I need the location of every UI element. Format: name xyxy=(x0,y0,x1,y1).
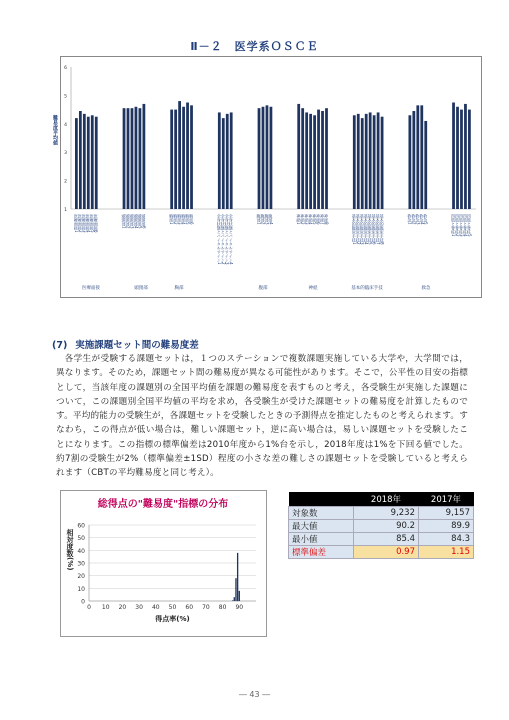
x-tick-label: 腹部1 xyxy=(256,214,262,225)
x-tick-label: 胸部4 xyxy=(181,214,187,225)
x-tick-label: 胸部6 xyxy=(189,214,195,225)
x-tick-label: 神経2 xyxy=(300,214,306,225)
stats-header-row xyxy=(289,492,474,507)
y-tick-label: 40 xyxy=(77,547,85,555)
x-tick-label: 神経1 xyxy=(296,214,302,225)
table-row xyxy=(289,520,474,533)
x-tick-label: 神経3 xyxy=(304,214,310,225)
y-tick-label: 4 xyxy=(64,122,67,128)
group-label: 頭頸部 xyxy=(134,286,148,291)
x-tick-label: 四肢と脊柱5 xyxy=(466,214,472,237)
bar xyxy=(123,108,126,209)
bar xyxy=(218,112,221,209)
bar xyxy=(226,114,229,209)
x-tick-label: 頭頸部3 xyxy=(129,214,135,229)
x-tick-label: 全身状態とバイタルサイン1 xyxy=(216,214,222,265)
x-tick-label: 頭頸部6 xyxy=(141,214,147,229)
x-tick-label: 70 xyxy=(202,604,210,611)
bar xyxy=(416,105,419,209)
difficulty-bar-chart xyxy=(52,56,482,298)
bar xyxy=(222,118,225,209)
bar xyxy=(365,114,368,209)
x-tick-label: 腹部4 xyxy=(268,214,274,225)
bar xyxy=(369,112,372,209)
bar xyxy=(258,108,261,209)
bar xyxy=(460,110,463,209)
bar xyxy=(262,107,265,209)
bar xyxy=(297,104,300,209)
subsection-title: 実施課題セット間の難易度差 xyxy=(75,340,199,351)
x-tick-label: 頭頸部5 xyxy=(137,214,143,229)
bar xyxy=(420,105,423,209)
distribution-chart-svg xyxy=(61,491,266,636)
bar xyxy=(452,103,455,210)
y-tick-label: 60 xyxy=(77,522,85,530)
bar xyxy=(325,108,328,209)
x-tick-label: 救急2 xyxy=(411,214,417,225)
bar xyxy=(468,110,471,209)
y-axis-title: 難易度平均値 xyxy=(52,115,58,145)
x-tick-label: 神経6 xyxy=(316,214,322,225)
row-label: 最大値 xyxy=(289,520,354,533)
x-tick-label: 10 xyxy=(101,604,110,611)
table-row xyxy=(289,507,474,520)
x-tick-label: 基本的臨床手技2 xyxy=(355,214,361,245)
x-tick-label: 30 xyxy=(135,604,143,611)
x-tick-label: 全身状態とバイタルサイン4 xyxy=(228,214,234,265)
y-axis-title: 相対度数(%) xyxy=(66,529,74,571)
x-tick-label: 神経5 xyxy=(312,214,318,225)
group-label: 胸部 xyxy=(174,286,184,291)
group-label: 基本的臨床手技 xyxy=(351,286,383,291)
distribution-chart xyxy=(60,490,267,637)
bar xyxy=(456,107,459,209)
table-row xyxy=(289,546,474,559)
x-tick-label: 医療面接6 xyxy=(93,214,99,233)
y-tick-label: 2 xyxy=(64,179,67,185)
x-tick-label: 頭頸部4 xyxy=(133,214,139,229)
x-tick-label: 医療面接4 xyxy=(85,214,91,233)
bar xyxy=(464,104,467,209)
x-tick-label: 40 xyxy=(151,604,160,611)
x-tick-label: 50 xyxy=(168,604,177,611)
x-tick-label: 60 xyxy=(185,604,194,611)
x-tick-label: 全身状態とバイタルサイン3 xyxy=(224,214,230,265)
x-tick-label: 医療面接2 xyxy=(77,214,83,233)
x-tick-label: 救急3 xyxy=(415,214,421,225)
row-label: 最小値 xyxy=(289,533,354,546)
bar xyxy=(182,107,185,209)
bar xyxy=(353,115,356,209)
x-tick-label: 救急1 xyxy=(407,214,413,225)
value-2017: 89.9 xyxy=(419,520,474,533)
bar xyxy=(190,105,193,209)
group-label: 神経 xyxy=(308,286,318,291)
value-2018: 0.97 xyxy=(354,546,419,559)
x-tick-label: 0 xyxy=(87,604,91,611)
bar xyxy=(361,118,364,209)
bar xyxy=(127,108,130,209)
body-paragraph: 各学生が受験する課題セットは，１つのステーションで複数課題実施している大学や，大学間では，異なります。そのため，課題セット間の難易度が異なる可能性があります。そこで，公平性の目安の指標として，当該年度の課題別の全国平均値を課題の難易度を表すものと考え，各受験生が実施した課題について，この課題別全国平均値の平均を求め，各受験生が受けた課題セットの難易度を計算したものです。平均的能力の受験生が，各課題セットを受験したときの予測得点を推定したものと考えられます。すなわち，この得点が低い場合は，難しい課題セット，逆に高い場合は，易しい課題セットを受験したことになります。この指標の標準偏差は2010年度から1%台を示し，2018年度は1%を下回る値でした。約7割の受験生が2%（標準偏差±1SD）程度の小さな差の難しさの課題セットを受験していると考えられます（CBTの平均難易度と同じ考え）。 xyxy=(56,354,468,479)
x-tick-label: 全身状態とバイタルサイン2 xyxy=(220,214,226,265)
bar xyxy=(424,121,427,209)
group-label: 救急 xyxy=(421,286,431,291)
value-2017: 84.3 xyxy=(419,533,474,546)
subsection-number: (7) xyxy=(52,340,68,351)
x-tick-label: 基本的臨床手技8 xyxy=(379,214,385,245)
bar xyxy=(309,114,312,209)
x-tick-label: 腹部3 xyxy=(264,214,270,225)
bar xyxy=(301,108,304,209)
bar xyxy=(95,117,98,209)
bar xyxy=(178,101,181,209)
y-tick-label: 20 xyxy=(77,573,85,581)
bar xyxy=(170,110,173,209)
bar xyxy=(234,597,235,601)
y-tick-label: 3 xyxy=(64,151,67,157)
y-tick-label: 5 xyxy=(64,94,67,100)
x-tick-label: 医療面接1 xyxy=(73,214,79,233)
bar xyxy=(377,112,380,209)
bar xyxy=(232,600,233,601)
bar xyxy=(373,115,376,209)
value-2017: 9,157 xyxy=(419,507,474,520)
table-row xyxy=(289,533,474,546)
x-tick-label: 四肢と脊柱1 xyxy=(451,214,457,237)
x-tick-label: 20 xyxy=(118,604,127,611)
x-tick-label: 基本的臨床手技5 xyxy=(367,214,373,245)
x-tick-label: 神経7 xyxy=(320,214,326,225)
bar xyxy=(321,111,324,209)
bar xyxy=(357,114,360,209)
x-tick-label: 頭頸部1 xyxy=(121,214,127,229)
y-tick-label: 30 xyxy=(77,560,85,568)
x-tick-label: 胸部3 xyxy=(177,214,183,225)
x-tick-label: 四肢と脊柱4 xyxy=(462,214,468,237)
x-tick-label: 基本的臨床手技1 xyxy=(351,214,357,245)
y-tick-label: 50 xyxy=(77,535,85,543)
y-tick-label: 10 xyxy=(77,585,85,593)
x-tick-label: 神経8 xyxy=(323,214,329,225)
bar xyxy=(79,111,82,209)
bar xyxy=(142,104,145,209)
bar xyxy=(235,578,236,601)
bar xyxy=(237,553,238,601)
bar xyxy=(131,108,134,209)
x-axis-title: 得点率(%) xyxy=(155,615,190,623)
bar xyxy=(239,591,240,601)
value-2017: 1.15 xyxy=(419,546,474,559)
subsection-heading xyxy=(52,337,199,351)
value-2018: 9,232 xyxy=(354,507,419,520)
x-tick-label: 胸部1 xyxy=(169,214,175,225)
y-tick-label: 1 xyxy=(64,208,67,213)
x-tick-label: 基本的臨床手技6 xyxy=(371,214,377,245)
value-2018: 90.2 xyxy=(354,520,419,533)
x-tick-label: 救急5 xyxy=(423,214,429,225)
value-2018: 85.4 xyxy=(354,533,419,546)
bar xyxy=(230,112,233,209)
x-tick-label: 基本的臨床手技7 xyxy=(375,214,381,245)
x-tick-label: 腹部2 xyxy=(260,214,266,225)
bar xyxy=(186,103,189,210)
difficulty-bar-chart-svg xyxy=(52,57,481,297)
bar xyxy=(135,107,138,209)
section-title: Ⅱ－２ 医学系ＯＳＣＥ xyxy=(190,40,319,53)
chart-title: 総得点の"難易度"指標の分布 xyxy=(97,499,229,510)
page-number: ― 43 ― xyxy=(238,690,271,699)
x-tick-label: 頭頸部2 xyxy=(125,214,131,229)
x-tick-label: 四肢と脊柱3 xyxy=(458,214,464,237)
x-tick-label: 神経4 xyxy=(308,214,314,225)
x-tick-label: 胸部5 xyxy=(185,214,191,225)
x-tick-label: 救急4 xyxy=(419,214,425,225)
y-tick-label: 6 xyxy=(64,66,67,71)
bar xyxy=(87,117,90,209)
bar xyxy=(174,110,177,209)
stats-header-2017: 2017年 xyxy=(419,492,474,507)
bar xyxy=(91,115,94,209)
bar xyxy=(408,115,411,209)
bar xyxy=(313,115,316,209)
stats-header-2018: 2018年 xyxy=(354,492,419,507)
x-tick-label: 胸部2 xyxy=(173,214,179,225)
bar xyxy=(412,111,415,209)
bar xyxy=(83,114,86,209)
bar xyxy=(75,118,78,209)
group-label: 腹部 xyxy=(258,286,268,291)
x-tick-label: 基本的臨床手技4 xyxy=(363,214,369,245)
bar xyxy=(305,112,308,209)
bar xyxy=(266,105,269,209)
bar xyxy=(270,107,273,209)
group-label: 医療面接 xyxy=(82,286,100,291)
row-label: 標準偏差 xyxy=(289,546,354,559)
y-tick-label: 0 xyxy=(81,598,85,606)
row-label: 対象数 xyxy=(289,507,354,520)
bar xyxy=(381,117,384,209)
bar xyxy=(317,110,320,209)
stats-header-blank xyxy=(289,492,354,507)
x-tick-label: 四肢と脊柱2 xyxy=(455,214,461,237)
x-tick-label: 医療面接5 xyxy=(89,214,95,233)
bar xyxy=(139,108,142,209)
stats-table xyxy=(288,492,474,559)
x-tick-label: 基本的臨床手技3 xyxy=(359,214,365,245)
x-tick-label: 90 xyxy=(235,604,244,611)
x-tick-label: 医療面接3 xyxy=(81,214,87,233)
x-tick-label: 80 xyxy=(218,604,227,611)
